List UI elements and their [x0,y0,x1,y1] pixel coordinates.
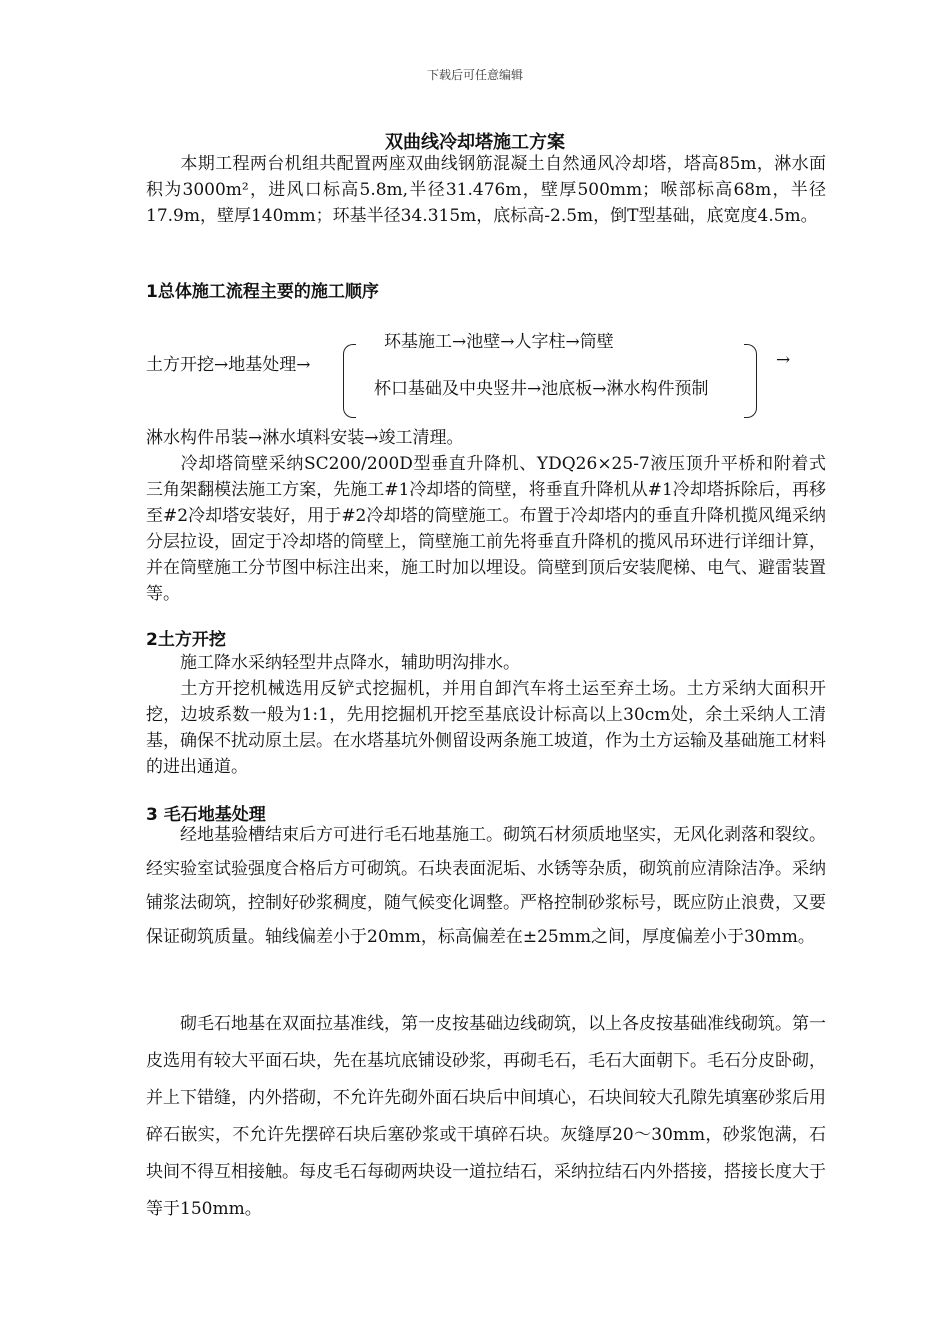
flow-end-paragraph [146,425,826,451]
section1-text: 冷却塔筒壁采纳SC200/200D型垂直升降机、YDQ26×25-7液压顶升平桥和附着式三角架翻模法施工方案，先施工#1冷却塔的筒壁，将垂直升降机从#1冷却塔拆除后，再移至#2冷却塔安装好，用于#2冷却塔的筒壁施工。布置于冷却塔内的垂直升降机揽风绳采纳分层拉设，固定于冷却塔的筒壁上，筒壁施工前先将垂直升降机的揽风吊环进行详细计算，并在筒壁施工分节图中标注出来，施工时加以埋设。筒壁到顶后安装爬梯、电气、避雷装置等。 [146,454,826,604]
section2-heading: 2土方开挖 [146,630,226,650]
section2-text-2: 土方开挖机械选用反铲式挖掘机，并用自卸汽车将土运至弃土场。土方采纳大面积开挖，边坡系数一般为1:1，先用挖掘机开挖至基底设计标高以上30cm处，余土采纳人工清基，确保不扰动原土层。在水塔基坑外侧留设两条施工坡道，作为土方运输及基础施工材料的进出通道。 [146,679,826,777]
section3-text-1: 经地基验槽结束后方可进行毛石地基施工。砌筑石材须质地坚实，无风化剥落和裂纹。经实验室试验强度合格后方可砌筑。石块表面泥垢、水锈等杂质，砌筑前应清除洁净。采纳铺浆法砌筑，控制好砂浆稠度，随气候变化调整。严格控制砂浆标号，既应防止浪费，又要保证砌筑质量。轴线偏差小于20mm，标高偏差在±25mm之间，厚度偏差小于30mm。 [146,825,826,947]
flow-start: 土方开挖→地基处理→ [146,355,311,375]
flow-end-text: 淋水构件吊装→淋水填料安装→竣工清理。 [146,428,464,448]
section1-heading: 1总体施工流程主要的施工顺序 [146,282,379,302]
flow-arrow: → [776,350,791,370]
section1-paragraph [146,451,826,607]
section3-text-2: 砌毛石地基在双面拉基准线，第一皮按基础边线砌筑，以上各皮按基础准线砌筑。第一皮选用有较大平面石块，先在基坑底铺设砂浆，再砌毛石，毛石大面朝下。毛石分皮卧砌，并上下错缝，内外搭砌，不允许先砌外面石块后中间填心，石块间较大孔隙先填塞砂浆后用碎石嵌实，不允许先摆碎石块后塞砂浆或干填碎石块。灰缝厚20～30mm，砂浆饱满，石块间不得互相接触。每皮毛石每砌两块设一道拉结石，采纳拉结石内外搭接，搭接长度大于等于150mm。 [146,1014,826,1219]
header-note: 下载后可任意编辑 [426,68,523,82]
section2-paragraph-1 [146,650,826,676]
section2-paragraph-2 [146,676,826,780]
intro-paragraph [146,151,826,229]
flow-left-brace [343,344,356,418]
flow-right-brace [744,344,757,418]
intro-text: 本期工程两台机组共配置两座双曲线钢筋混凝土自然通风冷却塔，塔高85m，淋水面积为3000m²，进风口标高5.8m,半径31.476m，壁厚500mm；喉部标高68m，半径17.9m，壁厚140mm；环基半径34.315m，底标高-2.5m，倒T型基础，底宽度4.5m。 [146,154,826,226]
flow-branch-bottom: 杯口基础及中央竖井→池底板→淋水构件预制 [374,379,709,399]
section3-paragraph-2 [146,1006,826,1228]
flow-branch-top: 环基施工→池壁→人字柱→筒壁 [384,332,614,352]
document-title: 双曲线冷却塔施工方案 [385,132,565,153]
section2-text-1: 施工降水采纳轻型井点降水，辅助明沟排水。 [180,653,520,673]
section3-heading: 3 毛石地基处理 [146,805,266,825]
section3-paragraph-1 [146,818,826,954]
